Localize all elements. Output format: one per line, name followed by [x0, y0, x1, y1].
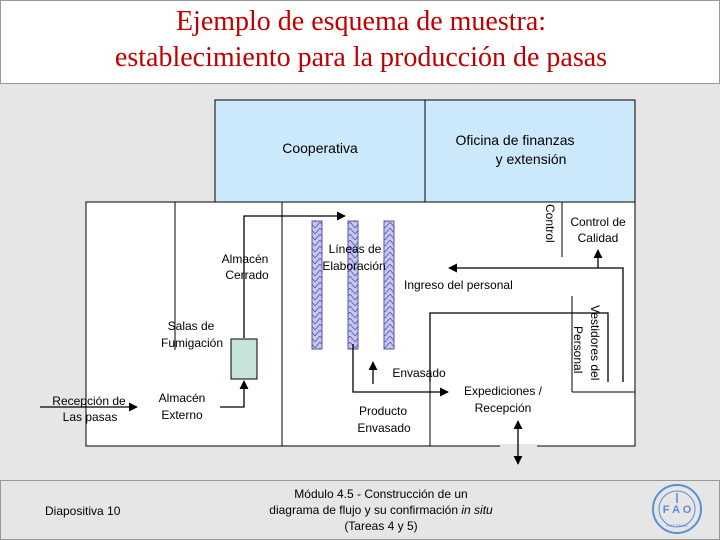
fumigation-chamber: [231, 339, 257, 379]
vestidores-label-1: Vestidores del: [588, 305, 602, 381]
recepcion-pasas-label-1: Recepción de: [52, 394, 126, 408]
module-line-3: (Tareas 4 y 5): [344, 519, 418, 533]
slide-title-line-1: Ejemplo de esquema de muestra:: [175, 6, 547, 37]
module-line-2: [211, 502, 551, 518]
oficina-label-1: Oficina de finanzas: [455, 132, 575, 148]
fao-logo-icon: [651, 483, 703, 535]
ingreso-personal-label: Ingreso del personal: [404, 278, 513, 292]
almacen-externo-label-1: Almacén: [158, 391, 206, 405]
salas-label-2: Fumigación: [160, 336, 224, 350]
vestidores-label-2: Personal: [571, 326, 585, 374]
title-box: [0, 0, 720, 84]
salas-label-1: Salas de: [167, 319, 215, 333]
producto-label-2: Envasado: [357, 421, 411, 435]
lineas-label-2: Elaboración: [322, 259, 386, 273]
module-line-2-text: diagrama de flujo y su confirmación: [269, 503, 462, 517]
flow-diagram: [0, 82, 720, 480]
control-calidad-label-1: Control de: [570, 215, 626, 229]
svg-text:F A O: F A O: [662, 504, 692, 516]
producto-label-1: Producto: [358, 404, 408, 418]
processing-line-3: [384, 221, 394, 349]
lineas-label-1: Líneas de: [328, 242, 382, 256]
processing-line-1: [312, 221, 322, 349]
slide-number: Diapositiva 10: [45, 504, 121, 518]
logo-motto: FIAT PANIS: [666, 523, 688, 528]
oficina-label-2: y extensión: [495, 151, 567, 167]
processing-line-2: [348, 221, 358, 349]
cooperativa-label: Cooperativa: [282, 140, 358, 156]
module-caption: [211, 486, 551, 534]
recepcion-pasas-label-2: Las pasas: [62, 410, 118, 424]
expediciones-label-2: Recepción: [474, 401, 532, 415]
almacen-cerrado-label-2: Cerrado: [225, 268, 269, 282]
module-line-2-italic: in situ: [461, 503, 493, 517]
almacen-externo-label-2: Externo: [161, 408, 203, 422]
slide-title-line-2: establecimiento para la producción de pasas: [114, 42, 608, 73]
expediciones-label-1: Expediciones /: [463, 384, 543, 398]
footer: [0, 480, 720, 540]
control-calidad-label-2: Calidad: [577, 231, 619, 245]
module-line-1: Módulo 4.5 - Construcción de un: [294, 487, 468, 501]
envasado-label: Envasado: [392, 366, 446, 380]
almacen-cerrado-label-1: Almacén: [221, 252, 269, 266]
control-label: Control: [543, 204, 557, 243]
